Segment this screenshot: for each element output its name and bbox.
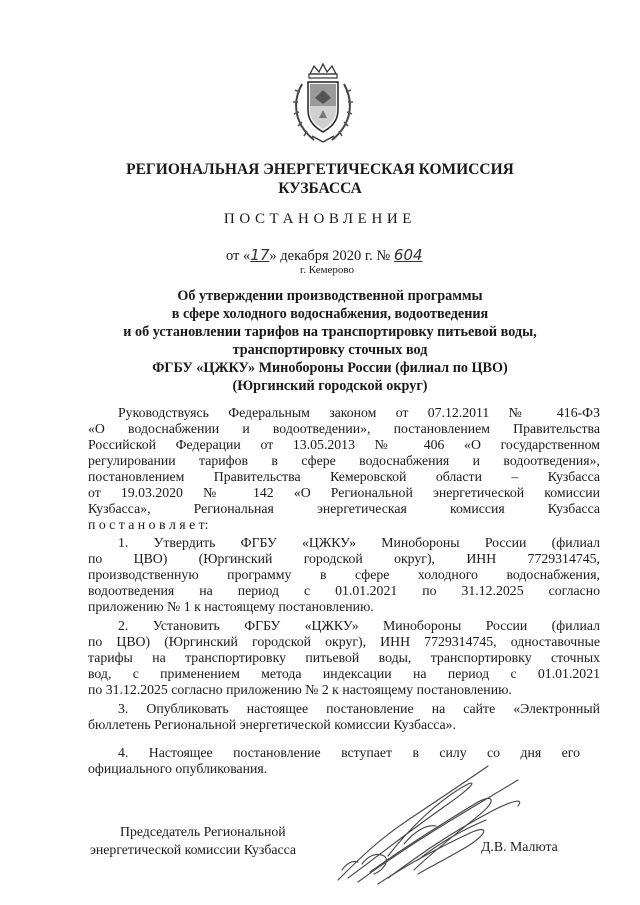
body-line: по ЦВО) (Юргинский городской округ), ИНН 7729314745, одноставочные [88,634,600,649]
signatory-name: Д.В. Малюта [481,839,558,854]
body-line: регулировании тарифов в сфере водоснабжения и водоотведения», [88,453,600,468]
title-line: (Юргинский городской округ) [232,378,428,394]
body-line: 4. Настоящее постановление вступает в силу со дня его [118,745,580,760]
body-line: тарифы на транспортировку питьевой воды, транспортировку сточных [88,650,600,665]
body-line: 1. Утвердить ФГБУ «ЦЖКУ» Минобороны России (филиал [118,535,600,550]
document-date-line [226,246,423,265]
handwritten-signature [318,760,598,890]
date-prefix: от « [226,248,251,264]
body-line: приложению № 1 к настоящему постановлению. [88,599,374,614]
signatory-position-line-2: энергетической комиссии Кузбасса [90,842,297,857]
title-line: ФГБУ «ЦЖКУ» Минобороны России (филиал по ЦВО) [152,360,508,376]
body-line: 2. Установить ФГБУ «ЦЖКУ» Минобороны России (филиал [118,618,600,633]
body-line: постановлением Правительства Кемеровской области – Кузбасса [88,469,600,484]
body-line: Кузбасса», Региональная энергетическая комиссия Кузбасса [88,501,600,516]
body-line: производственную программу в сфере холодного водоснабжения, [88,567,600,582]
date-suffix: » декабря 2020 г. № [269,248,391,264]
body-line: от 19.03.2020 № 142 «О Региональной энергетической комиссии [88,485,600,500]
title-line: в сфере холодного водоснабжения, водоотведения [171,306,489,322]
body-line: водоотведения на период с 01.01.2021 по 31.12.2025 согласно [88,583,600,598]
body-line: вод, с применением метода индексации на период с 01.01.2021 [88,666,600,681]
body-line: 3. Опубликовать настоящее постановление на сайте «Электронный [118,701,600,716]
body-line: Российской Федерации от 13.05.2013 № 406 «О государственном [88,437,600,452]
body-line: по ЦВО) (Юргинский городской округ), ИНН 7729314745, [88,551,600,566]
coat-of-arms-emblem [288,62,358,146]
document-city: г. Кемерово [300,264,355,276]
organization-name-line-1: РЕГИОНАЛЬНАЯ ЭНЕРГЕТИЧЕСКАЯ КОМИССИЯ [126,161,514,178]
document-number-handwritten: 604 [393,246,423,264]
body-line-decree-word: п о с т а н о в л я е т: [88,517,209,532]
body-line: бюллетень Региональной энергетической комиссии Кузбасса». [88,717,456,732]
body-line: Руководствуясь Федеральным законом от 07.12.2011 № 416-ФЗ [118,405,600,420]
body-line: по 31.12.2025 согласно приложению № 2 к настоящему постановлению. [88,682,512,697]
title-line: и об установлении тарифов на транспортировку питьевой воды, [123,324,537,340]
title-line: Об утверждении производственной программы [177,288,483,304]
body-line: «О водоснабжении и водоотведении», постановлением Правительства [88,421,600,436]
date-day-handwritten: 17 [250,246,270,264]
title-line: транспортировку сточных вод [232,342,428,358]
document-type: ПОСТАНОВЛЕНИЕ [223,211,417,227]
body-line: официального опубликования. [88,761,268,776]
organization-name-line-2: КУЗБАССА [278,180,362,197]
signatory-position-line-1: Председатель Региональной [120,824,286,839]
